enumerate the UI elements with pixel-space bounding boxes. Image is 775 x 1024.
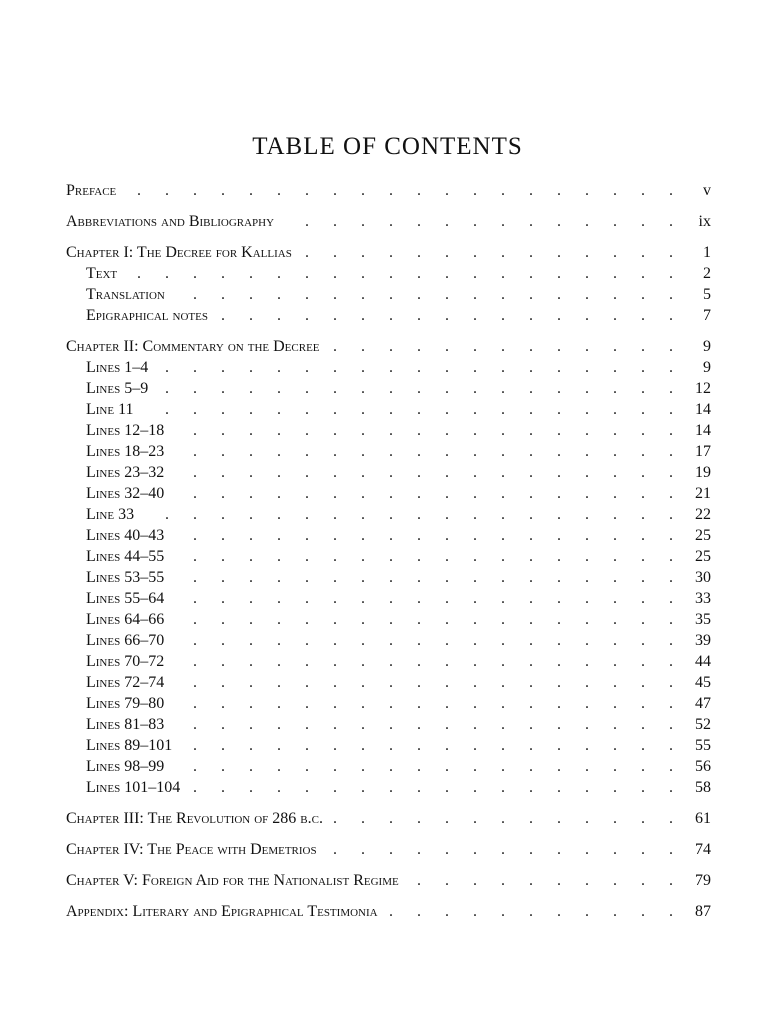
toc-subentry [66,693,711,714]
toc-entry [66,336,711,357]
toc-subentry [66,284,711,305]
toc-page-number: 39 [695,632,711,649]
dot-leader [170,525,673,546]
toc-subentry [66,630,711,651]
toc-subentry [66,399,711,420]
toc-page-number: 45 [695,674,711,691]
toc-entry [66,839,711,860]
toc-entry-label: Lines 55–64 [86,588,170,609]
toc-entry-label: Chapter I: The Decree for Kallias [66,242,298,263]
toc-entry [66,211,711,232]
dot-leader [171,284,673,305]
toc-page-number: 33 [695,590,711,607]
dot-leader [326,336,673,357]
toc-entry-label: Lines 89–101 [86,735,178,756]
toc-entry [66,242,711,263]
toc-entry-label: Lines 81–83 [86,714,170,735]
dot-leader [170,651,673,672]
dot-leader [122,180,673,201]
toc-page-number: 47 [695,695,711,712]
toc-entry-label: Lines 23–32 [86,462,170,483]
dot-leader [140,399,673,420]
toc-page-number: 21 [695,485,711,502]
toc-subentry [66,420,711,441]
toc-entry-label: Lines 18–23 [86,441,170,462]
toc-subentry [66,441,711,462]
toc-page-number: v [703,182,711,199]
toc-page-number: 58 [695,779,711,796]
toc-subentry [66,735,711,756]
dot-leader [186,777,673,798]
dot-leader [170,483,673,504]
toc-page-number: 25 [695,548,711,565]
toc-page-number: 87 [695,903,711,920]
toc-page-number: 14 [695,422,711,439]
toc-subentry [66,357,711,378]
dot-leader [329,808,673,829]
dot-leader [170,441,673,462]
dot-leader [140,504,673,525]
toc-subentry [66,546,711,567]
toc-page-number: 17 [695,443,711,460]
dot-leader [154,357,673,378]
toc-entry-label: Appendix: Literary and Epigraphical Testimonia [66,901,384,922]
toc-page-number: 12 [695,380,711,397]
section-gap [66,798,711,808]
toc-entry-label: Lines 72–74 [86,672,170,693]
toc-page-number: 52 [695,716,711,733]
toc-subentry [66,756,711,777]
toc-entry-label: Chapter IV: The Peace with Demetrios [66,839,323,860]
toc-page-number: 9 [703,338,711,355]
toc-entry-label: Chapter II: Commentary on the Decree [66,336,326,357]
dot-leader [170,567,673,588]
toc-page-number: 56 [695,758,711,775]
toc-subentry [66,525,711,546]
dot-leader [214,305,673,326]
toc-page-number: 25 [695,527,711,544]
toc-subentry [66,504,711,525]
table-of-contents [66,180,711,922]
toc-page-number: 9 [703,359,711,376]
toc-page-number: 79 [695,872,711,889]
toc-entry-label: Lines 70–72 [86,651,170,672]
toc-page-number: 30 [695,569,711,586]
toc-entry-label: Lines 101–104 [86,777,186,798]
toc-page-number: 1 [703,244,711,261]
toc-subentry [66,305,711,326]
toc-entry-label: Lines 64–66 [86,609,170,630]
toc-subentry [66,567,711,588]
section-gap [66,829,711,839]
page-title: TABLE OF CONTENTS [252,133,523,160]
toc-entry-label: Lines 98–99 [86,756,170,777]
toc-subentry [66,462,711,483]
dot-leader [170,756,673,777]
toc-entry-label: Lines 12–18 [86,420,170,441]
dot-leader [170,630,673,651]
toc-entry-label: Translation [86,284,171,305]
toc-entry-label: Text [86,263,123,284]
dot-leader [280,211,673,232]
dot-leader [170,546,673,567]
toc-subentry [66,651,711,672]
toc-entry-label: Lines 53–55 [86,567,170,588]
toc-page-number: 55 [695,737,711,754]
section-gap [66,201,711,211]
toc-subentry [66,588,711,609]
toc-entry-label: Epigraphical notes [86,305,214,326]
dot-leader [323,839,673,860]
toc-entry-label: Preface [66,180,122,201]
section-gap [66,860,711,870]
toc-subentry [66,483,711,504]
toc-entry-label: Lines 44–55 [86,546,170,567]
toc-subentry [66,777,711,798]
toc-entry-label: Lines 79–80 [86,693,170,714]
toc-subentry [66,609,711,630]
dot-leader [123,263,673,284]
dot-leader [170,714,673,735]
toc-entry [66,901,711,922]
dot-leader [170,609,673,630]
dot-leader [384,901,673,922]
dot-leader [170,462,673,483]
toc-entry-label: Lines 5–9 [86,378,154,399]
toc-subentry [66,714,711,735]
toc-entry-label: Lines 40–43 [86,525,170,546]
toc-page-number: 22 [695,506,711,523]
dot-leader [170,588,673,609]
toc-entry-label: Chapter III: The Revolution of 286 b.c. [66,808,329,829]
section-gap [66,326,711,336]
toc-entry-label: Lines 66–70 [86,630,170,651]
toc-page-number: 35 [695,611,711,628]
toc-entry-label: Line 33 [86,504,140,525]
toc-page-number: 5 [703,286,711,303]
toc-entry [66,870,711,891]
toc-page-number: 2 [703,265,711,282]
section-gap [66,232,711,242]
toc-subentry [66,672,711,693]
toc-page-number: ix [698,213,711,230]
toc-entry-label: Lines 32–40 [86,483,170,504]
section-gap [66,891,711,901]
toc-page-number: 44 [695,653,711,670]
toc-page-number: 19 [695,464,711,481]
toc-subentry [66,263,711,284]
dot-leader [405,870,673,891]
dot-leader [298,242,673,263]
toc-subentry [66,378,711,399]
toc-entry-label: Lines 1–4 [86,357,154,378]
toc-entry [66,808,711,829]
toc-entry [66,180,711,201]
dot-leader [154,378,673,399]
toc-page-number: 74 [695,841,711,858]
toc-page-number: 14 [695,401,711,418]
dot-leader [178,735,673,756]
toc-page-number: 61 [695,810,711,827]
dot-leader [170,693,673,714]
toc-page-number: 7 [703,307,711,324]
dot-leader [170,420,673,441]
toc-entry-label: Abbreviations and Bibliography [66,211,280,232]
toc-entry-label: Chapter V: Foreign Aid for the Nationalist Regime [66,870,405,891]
toc-entry-label: Line 11 [86,399,140,420]
dot-leader [170,672,673,693]
